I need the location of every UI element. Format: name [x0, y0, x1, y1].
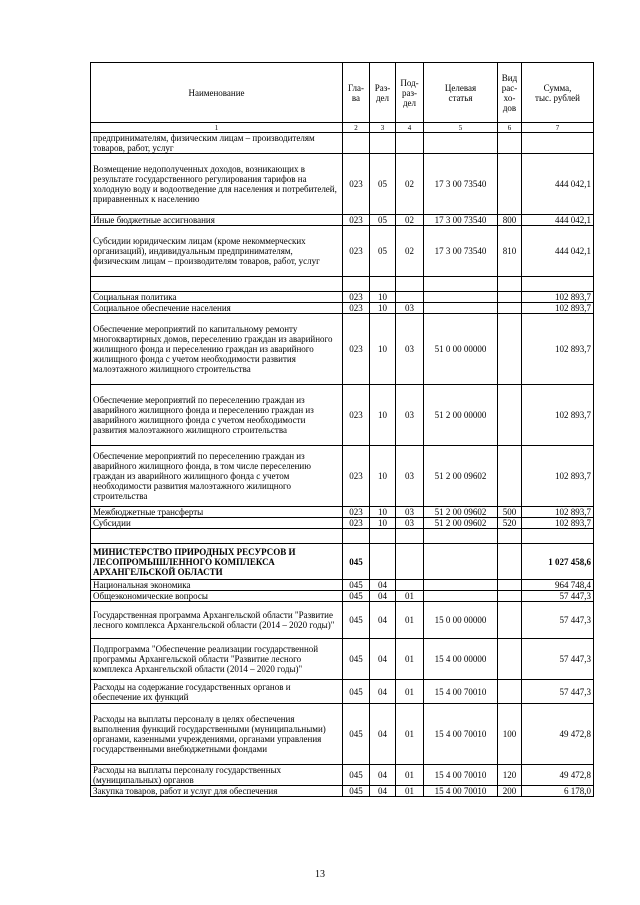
row-glava: 045	[343, 704, 370, 765]
row-podrazdel: 01	[396, 680, 424, 704]
row-glava	[343, 133, 370, 154]
row-glava: 045	[343, 544, 370, 580]
header-podrazdel: Под- раз- дел	[396, 63, 424, 123]
header-tselevaya-statya: Целевая статья	[424, 63, 498, 123]
row-razdel: 04	[370, 786, 396, 797]
row-glava: 023	[343, 518, 370, 529]
table-row	[91, 602, 594, 639]
row-glava: 045	[343, 786, 370, 797]
row-summa: 102 893,7	[522, 507, 594, 518]
row-tselevaya-statya	[424, 292, 498, 303]
row-razdel: 10	[370, 303, 396, 314]
column-number: 4	[396, 123, 424, 133]
column-number: 2	[343, 123, 370, 133]
row-tselevaya-statya: 17 3 00 73540	[424, 226, 498, 277]
row-glava: 023	[343, 314, 370, 385]
row-vid-rashodov	[498, 580, 522, 591]
row-podrazdel: 02	[396, 215, 424, 226]
row-name: Возмещение недополученных доходов, возникающих в результате государственного регулирования тарифов на холодную воду и водоотведение для населения и потребителей, приравненных к населению	[91, 154, 343, 215]
row-vid-rashodov	[498, 133, 522, 154]
row-podrazdel	[396, 292, 424, 303]
row-tselevaya-statya	[424, 303, 498, 314]
row-name: Национальная экономика	[91, 580, 343, 591]
row-tselevaya-statya	[424, 133, 498, 154]
row-summa: 57 447,3	[522, 680, 594, 704]
row-razdel: 05	[370, 226, 396, 277]
table-row	[91, 314, 594, 385]
row-summa: 57 447,3	[522, 639, 594, 680]
row-podrazdel	[396, 529, 424, 544]
row-razdel: 04	[370, 580, 396, 591]
row-razdel: 10	[370, 385, 396, 446]
row-razdel: 10	[370, 518, 396, 529]
row-name: Обеспечение мероприятий по переселению граждан из аварийного жилищного фонда и переселению граждан из аварийного жилищного фонда с учетом необходимости развития малоэтажного жилищного строительства	[91, 385, 343, 446]
row-podrazdel	[396, 277, 424, 292]
row-razdel: 04	[370, 680, 396, 704]
header-glava: Гла- ва	[343, 63, 370, 123]
table-row-spacer	[91, 529, 594, 544]
row-vid-rashodov	[498, 680, 522, 704]
row-tselevaya-statya: 15 4 00 70010	[424, 786, 498, 797]
row-name: Иные бюджетные ассигнования	[91, 215, 343, 226]
row-name: Расходы на выплаты персоналу в целях обеспечения выполнения функций государственными (муниципальными) органами, казенными учреждениями, органами управления государственными внебюджетными фондами	[91, 704, 343, 765]
column-number: 3	[370, 123, 396, 133]
row-vid-rashodov: 500	[498, 507, 522, 518]
table-row	[91, 786, 594, 797]
row-summa: 444 042,1	[522, 215, 594, 226]
row-summa: 102 893,7	[522, 303, 594, 314]
row-vid-rashodov	[498, 292, 522, 303]
row-vid-rashodov	[498, 639, 522, 680]
row-summa: 102 893,7	[522, 314, 594, 385]
column-number: 5	[424, 123, 498, 133]
row-tselevaya-statya	[424, 544, 498, 580]
row-name: Социальное обеспечение населения	[91, 303, 343, 314]
row-razdel	[370, 133, 396, 154]
row-glava: 023	[343, 226, 370, 277]
row-glava: 045	[343, 680, 370, 704]
row-podrazdel	[396, 133, 424, 154]
row-tselevaya-statya: 51 2 00 09602	[424, 507, 498, 518]
row-podrazdel: 02	[396, 154, 424, 215]
table-row	[91, 154, 594, 215]
row-summa: 102 893,7	[522, 385, 594, 446]
header-razdel: Раз- дел	[370, 63, 396, 123]
row-name: МИНИСТЕРСТВО ПРИРОДНЫХ РЕСУРСОВ И ЛЕСОПРОМЫШЛЕННОГО КОМПЛЕКСА АРХАНГЕЛЬСКОЙ ОБЛАСТИ	[91, 544, 343, 580]
table-row	[91, 765, 594, 786]
row-name: Социальная политика	[91, 292, 343, 303]
row-razdel: 04	[370, 591, 396, 602]
row-tselevaya-statya	[424, 277, 498, 292]
row-summa: 57 447,3	[522, 591, 594, 602]
row-glava	[343, 529, 370, 544]
header-summa: Сумма, тыс. рублей	[522, 63, 594, 123]
row-glava: 023	[343, 303, 370, 314]
row-podrazdel: 01	[396, 786, 424, 797]
row-name: Обеспечение мероприятий по капитальному ремонту многоквартирных домов, переселению граждан из аварийного жилищного фонда и переселению граждан из аварийного жилищного фонда с учетом необходимости развития малоэтажного жилищного строительства	[91, 314, 343, 385]
row-summa: 6 178,0	[522, 786, 594, 797]
row-razdel: 05	[370, 154, 396, 215]
row-summa	[522, 277, 594, 292]
row-summa	[522, 529, 594, 544]
row-summa: 102 893,7	[522, 292, 594, 303]
table-row-spacer	[91, 277, 594, 292]
table-row	[91, 639, 594, 680]
table-row	[91, 544, 594, 580]
row-tselevaya-statya: 15 4 00 70010	[424, 704, 498, 765]
row-glava: 023	[343, 292, 370, 303]
row-razdel: 10	[370, 446, 396, 507]
row-glava	[343, 277, 370, 292]
table-body	[91, 133, 594, 797]
row-glava: 045	[343, 591, 370, 602]
row-podrazdel: 03	[396, 314, 424, 385]
row-name: предпринимателям, физическим лицам – производителям товаров, работ, услуг	[91, 133, 343, 154]
row-tselevaya-statya	[424, 580, 498, 591]
row-podrazdel: 01	[396, 591, 424, 602]
row-name: Подпрограмма "Обеспечение реализации государственной программы Архангельской области "Развитие лесного комплекса Архангельской области (2014 – 2020 годы)"	[91, 639, 343, 680]
row-glava: 045	[343, 580, 370, 591]
row-tselevaya-statya: 15 4 00 00000	[424, 639, 498, 680]
row-razdel: 10	[370, 314, 396, 385]
row-name: Межбюджетные трансферты	[91, 507, 343, 518]
column-number: 6	[498, 123, 522, 133]
row-razdel: 10	[370, 292, 396, 303]
row-podrazdel	[396, 580, 424, 591]
row-glava: 023	[343, 507, 370, 518]
row-name: Закупка товаров, работ и услуг для обеспечения	[91, 786, 343, 797]
row-podrazdel: 01	[396, 704, 424, 765]
table-row	[91, 507, 594, 518]
row-vid-rashodov: 120	[498, 765, 522, 786]
row-glava: 045	[343, 765, 370, 786]
column-number: 7	[522, 123, 594, 133]
row-name: Обеспечение мероприятий по переселению граждан из аварийного жилищного фонда, в том числе переселению граждан из аварийного жилищного фонда с учетом необходимости развития малоэтажного жилищного строительства	[91, 446, 343, 507]
row-razdel: 04	[370, 639, 396, 680]
row-glava: 045	[343, 602, 370, 639]
row-podrazdel: 03	[396, 446, 424, 507]
row-vid-rashodov	[498, 314, 522, 385]
row-vid-rashodov	[498, 529, 522, 544]
row-vid-rashodov	[498, 591, 522, 602]
row-vid-rashodov	[498, 385, 522, 446]
row-razdel: 05	[370, 215, 396, 226]
row-podrazdel: 03	[396, 518, 424, 529]
row-summa	[522, 133, 594, 154]
row-glava: 045	[343, 639, 370, 680]
row-name: Расходы на содержание государственных органов и обеспечение их функций	[91, 680, 343, 704]
row-vid-rashodov: 800	[498, 215, 522, 226]
row-name: Расходы на выплаты персоналу государственных (муниципальных) органов	[91, 765, 343, 786]
table-header-row	[91, 63, 594, 123]
row-name	[91, 277, 343, 292]
table-row	[91, 591, 594, 602]
row-vid-rashodov: 200	[498, 786, 522, 797]
row-summa: 102 893,7	[522, 518, 594, 529]
row-razdel	[370, 544, 396, 580]
row-podrazdel: 01	[396, 765, 424, 786]
table-row	[91, 580, 594, 591]
table-row	[91, 133, 594, 154]
header-name: Наименование	[91, 63, 343, 123]
row-summa: 49 472,8	[522, 704, 594, 765]
table-row	[91, 385, 594, 446]
row-razdel: 04	[370, 765, 396, 786]
row-podrazdel: 03	[396, 507, 424, 518]
row-glava: 023	[343, 215, 370, 226]
row-razdel: 04	[370, 602, 396, 639]
row-razdel	[370, 277, 396, 292]
row-glava: 023	[343, 154, 370, 215]
table-row	[91, 446, 594, 507]
row-tselevaya-statya: 15 0 00 00000	[424, 602, 498, 639]
row-vid-rashodov	[498, 544, 522, 580]
row-tselevaya-statya: 51 2 00 00000	[424, 385, 498, 446]
row-vid-rashodov	[498, 303, 522, 314]
row-razdel: 10	[370, 507, 396, 518]
column-number: 1	[91, 123, 343, 133]
budget-table	[90, 62, 594, 797]
row-summa: 1 027 458,6	[522, 544, 594, 580]
row-name: Общеэкономические вопросы	[91, 591, 343, 602]
row-vid-rashodov	[498, 446, 522, 507]
table-row	[91, 292, 594, 303]
row-podrazdel: 01	[396, 639, 424, 680]
row-summa: 964 748,4	[522, 580, 594, 591]
table-row	[91, 226, 594, 277]
row-podrazdel: 02	[396, 226, 424, 277]
row-vid-rashodov	[498, 277, 522, 292]
table-row	[91, 518, 594, 529]
row-tselevaya-statya	[424, 591, 498, 602]
row-tselevaya-statya	[424, 529, 498, 544]
page-number: 13	[315, 869, 325, 880]
row-podrazdel	[396, 544, 424, 580]
row-vid-rashodov	[498, 602, 522, 639]
row-summa: 57 447,3	[522, 602, 594, 639]
row-name: Субсидии юридическим лицам (кроме некоммерческих организаций), индивидуальным предпринимателям, физическим лицам – производителям товаров, работ, услуг	[91, 226, 343, 277]
row-podrazdel: 03	[396, 385, 424, 446]
row-razdel: 04	[370, 704, 396, 765]
row-podrazdel: 03	[396, 303, 424, 314]
row-name	[91, 529, 343, 544]
row-razdel	[370, 529, 396, 544]
row-glava: 023	[343, 446, 370, 507]
row-vid-rashodov: 520	[498, 518, 522, 529]
row-summa: 444 042,1	[522, 154, 594, 215]
row-tselevaya-statya: 51 2 00 09602	[424, 518, 498, 529]
row-podrazdel: 01	[396, 602, 424, 639]
row-summa: 49 472,8	[522, 765, 594, 786]
row-summa: 444 042,1	[522, 226, 594, 277]
row-tselevaya-statya: 17 3 00 73540	[424, 215, 498, 226]
row-tselevaya-statya: 51 2 00 09602	[424, 446, 498, 507]
row-glava: 023	[343, 385, 370, 446]
row-tselevaya-statya: 51 0 00 00000	[424, 314, 498, 385]
table-row	[91, 704, 594, 765]
row-tselevaya-statya: 15 4 00 70010	[424, 765, 498, 786]
row-tselevaya-statya: 17 3 00 73540	[424, 154, 498, 215]
row-name: Субсидии	[91, 518, 343, 529]
row-vid-rashodov: 100	[498, 704, 522, 765]
table-row	[91, 680, 594, 704]
header-vid-rashodov: Вид рас- хо- дов	[498, 63, 522, 123]
table-row	[91, 215, 594, 226]
row-summa: 102 893,7	[522, 446, 594, 507]
row-vid-rashodov: 810	[498, 226, 522, 277]
row-name: Государственная программа Архангельской области "Развитие лесного комплекса Архангельской области (2014 – 2020 годы)"	[91, 602, 343, 639]
row-tselevaya-statya: 15 4 00 70010	[424, 680, 498, 704]
table-row	[91, 303, 594, 314]
row-vid-rashodov	[498, 154, 522, 215]
column-number-row	[91, 123, 594, 133]
